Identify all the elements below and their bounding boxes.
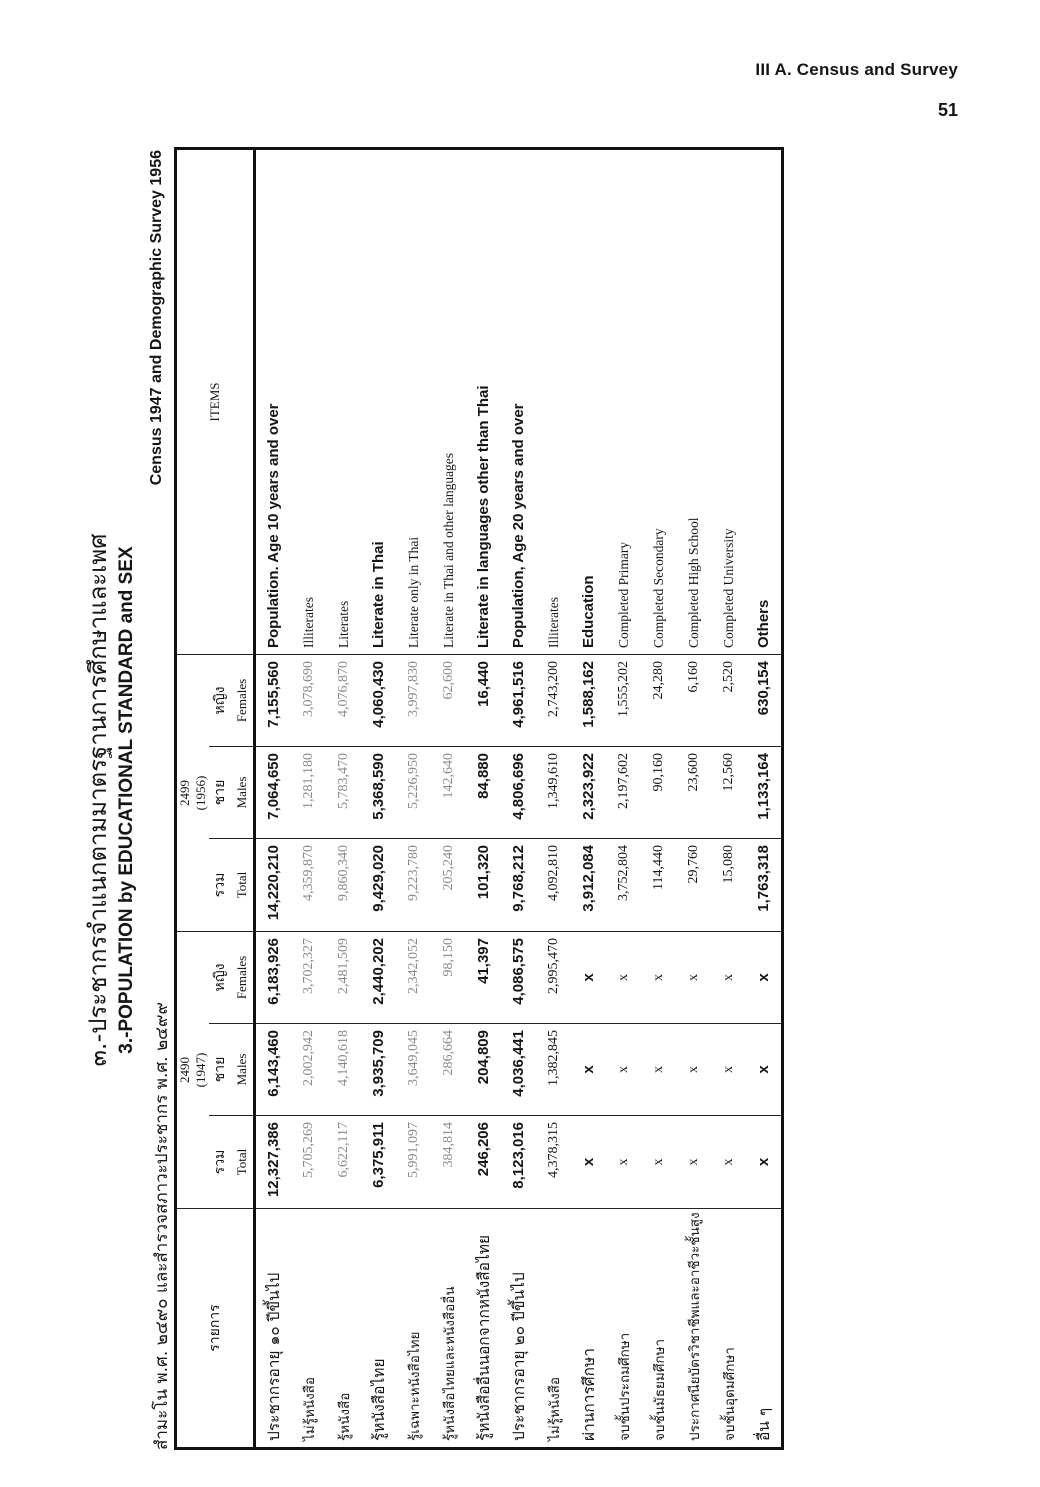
section-label: III A. Census and Survey	[755, 60, 958, 79]
cell-value: 1,133,164	[746, 747, 783, 839]
cell-value: 24,280	[641, 655, 676, 747]
cell-value: x	[676, 1024, 711, 1116]
header-total-en: Total	[231, 839, 255, 932]
cell-value: 204,809	[466, 1024, 501, 1116]
table-row	[711, 149, 746, 1449]
table-body	[255, 149, 783, 1449]
cell-value: 4,140,618	[326, 1024, 361, 1116]
cell-value: 2,002,942	[291, 1024, 326, 1116]
row-label-thai: รู้หนังสือไทย	[361, 1209, 396, 1449]
row-label-english: Literate only in Thai	[396, 149, 431, 655]
row-label-english: Literates	[326, 149, 361, 655]
header-males-en: Males	[231, 747, 255, 839]
cell-value: 2,481,509	[326, 932, 361, 1024]
page-number: 51	[937, 100, 958, 120]
cell-value: 1,588,162	[571, 655, 606, 747]
header-males-en: Males	[231, 1024, 255, 1116]
header-females-en: Females	[231, 932, 255, 1024]
cell-value: 205,240	[431, 839, 466, 932]
header-females-thai: หญิง	[209, 932, 231, 1024]
cell-value: x	[641, 932, 676, 1024]
cell-value: x	[641, 1024, 676, 1116]
row-label-thai: รู้หนังสือไทยและหนังสืออื่น	[431, 1209, 466, 1449]
row-label-thai: รู้หนังสืออื่นนอกจากหนังสือไทย	[466, 1209, 501, 1449]
cell-value: 6,183,926	[255, 932, 292, 1024]
header-items-thai: รายการ	[176, 1209, 255, 1449]
cell-value: 246,206	[466, 1116, 501, 1209]
cell-value: 6,160	[676, 655, 711, 747]
table-row	[466, 149, 501, 1449]
population-education-table	[174, 147, 784, 1450]
table-row	[326, 149, 361, 1449]
row-label-english: Literate in Thai	[361, 149, 396, 655]
header-year-1956: 2499 (1956)	[176, 655, 210, 932]
cell-value: 84,880	[466, 747, 501, 839]
cell-value: x	[711, 1116, 746, 1209]
cell-value: 630,154	[746, 655, 783, 747]
cell-value: 142,640	[431, 747, 466, 839]
header-males-thai: ชาย	[209, 747, 231, 839]
cell-value: 2,743,200	[536, 655, 571, 747]
cell-value: 3,078,690	[291, 655, 326, 747]
table-row	[746, 149, 783, 1449]
cell-value: x	[606, 1116, 641, 1209]
cell-value: 286,664	[431, 1024, 466, 1116]
header-total-en: Total	[231, 1116, 255, 1209]
cell-value: 5,783,470	[326, 747, 361, 839]
cell-value: 4,076,870	[326, 655, 361, 747]
row-label-thai: อื่น ๆ	[746, 1209, 783, 1449]
cell-value: 8,123,016	[501, 1116, 536, 1209]
row-label-thai: ไม่รู้หนังสือ	[291, 1209, 326, 1449]
cell-value: 2,520	[711, 655, 746, 747]
table-title-english: 3.-POPULATION by EDUCATIONAL STANDARD and SEX	[116, 546, 137, 1054]
cell-value: x	[711, 932, 746, 1024]
cell-value: 9,223,780	[396, 839, 431, 932]
cell-value: 4,036,441	[501, 1024, 536, 1116]
cell-value: 4,378,315	[536, 1116, 571, 1209]
cell-value: 1,382,845	[536, 1024, 571, 1116]
row-label-english: Education	[571, 149, 606, 655]
cell-value: x	[571, 932, 606, 1024]
cell-value: 6,622,117	[326, 1116, 361, 1209]
cell-value: 5,226,950	[396, 747, 431, 839]
row-label-english: Illiterates	[291, 149, 326, 655]
row-label-thai: จบชั้นมัธยมศึกษา	[641, 1209, 676, 1449]
cell-value: 2,197,602	[606, 747, 641, 839]
table-caption-thai: สำมะโน พ.ศ. ๒๔๙๐ และสำรวจสภาวะประชากร พ.ศ. ๒๔๙๙	[152, 1002, 172, 1450]
cell-value: x	[746, 1024, 783, 1116]
table-row	[536, 149, 571, 1449]
cell-value: 2,995,470	[536, 932, 571, 1024]
table-row	[501, 149, 536, 1449]
cell-value: 1,555,202	[606, 655, 641, 747]
row-label-thai: ผ่านการศึกษา	[571, 1209, 606, 1449]
table-title-thai: ๓.-ประชากรจำแนกตามมาตรฐานการศึกษาและเพศ	[84, 533, 112, 1067]
cell-value: 23,600	[676, 747, 711, 839]
cell-value: 4,359,870	[291, 839, 326, 932]
table-row	[571, 149, 606, 1449]
cell-value: x	[571, 1024, 606, 1116]
row-label-english: Illiterates	[536, 149, 571, 655]
row-label-thai: รู้หนังสือ	[326, 1209, 361, 1449]
row-label-english: Completed High School	[676, 149, 711, 655]
table-row	[361, 149, 396, 1449]
cell-value: 1,763,318	[746, 839, 783, 932]
cell-value: 3,702,327	[291, 932, 326, 1024]
cell-value: 384,814	[431, 1116, 466, 1209]
cell-value: x	[711, 1024, 746, 1116]
row-label-english: Population, Age 20 years and over	[501, 149, 536, 655]
row-label-thai: ประชากรอายุ ๑๐ ปีขึ้นไป	[255, 1209, 292, 1449]
cell-value: 12,560	[711, 747, 746, 839]
row-label-english: Completed Primary	[606, 149, 641, 655]
cell-value: x	[746, 932, 783, 1024]
cell-value: 90,160	[641, 747, 676, 839]
cell-value: 98,150	[431, 932, 466, 1024]
rotated-table-page	[70, 150, 870, 1450]
cell-value: 41,397	[466, 932, 501, 1024]
cell-value: 29,760	[676, 839, 711, 932]
cell-value: 12,327,386	[255, 1116, 292, 1209]
header-items-en: ITEMS	[176, 149, 255, 655]
row-label-thai: ไม่รู้หนังสือ	[536, 1209, 571, 1449]
row-label-thai: ประชากรอายุ ๒๐ ปีขึ้นไป	[501, 1209, 536, 1449]
cell-value: 4,092,810	[536, 839, 571, 932]
cell-value: 9,768,212	[501, 839, 536, 932]
cell-value: x	[606, 932, 641, 1024]
row-label-english: Others	[746, 149, 783, 655]
cell-value: 62,600	[431, 655, 466, 747]
cell-value: 15,080	[711, 839, 746, 932]
row-label-thai: ประกาศนียบัตรวิชาชีพและอาชีวะชั้นสูง	[676, 1209, 711, 1449]
cell-value: 7,155,560	[255, 655, 292, 747]
cell-value: x	[606, 1024, 641, 1116]
cell-value: 101,320	[466, 839, 501, 932]
row-label-english: Completed Secondary	[641, 149, 676, 655]
cell-value: x	[641, 1116, 676, 1209]
cell-value: 2,342,052	[396, 932, 431, 1024]
cell-value: 6,375,911	[361, 1116, 396, 1209]
row-label-english: Literate in languages other than Thai	[466, 149, 501, 655]
table-row	[676, 149, 711, 1449]
header-males-thai: ชาย	[209, 1024, 231, 1116]
table-row	[291, 149, 326, 1449]
table-row	[641, 149, 676, 1449]
cell-value: 3,935,709	[361, 1024, 396, 1116]
cell-value: 3,649,045	[396, 1024, 431, 1116]
cell-value: x	[676, 1116, 711, 1209]
cell-value: 1,281,180	[291, 747, 326, 839]
cell-value: 16,440	[466, 655, 501, 747]
table-row	[606, 149, 641, 1449]
cell-value: 6,143,460	[255, 1024, 292, 1116]
cell-value: x	[676, 932, 711, 1024]
header-year-1947: 2490 (1947)	[176, 932, 210, 1209]
cell-value: 14,220,210	[255, 839, 292, 932]
cell-value: 5,991,097	[396, 1116, 431, 1209]
cell-value: 2,323,922	[571, 747, 606, 839]
header-total-thai: รวม	[209, 1116, 231, 1209]
cell-value: x	[571, 1116, 606, 1209]
cell-value: 2,440,202	[361, 932, 396, 1024]
cell-value: 4,961,516	[501, 655, 536, 747]
cell-value: 3,752,804	[606, 839, 641, 932]
cell-value: 7,064,650	[255, 747, 292, 839]
cell-value: 4,806,696	[501, 747, 536, 839]
header-females-thai: หญิง	[209, 655, 231, 747]
cell-value: 9,860,340	[326, 839, 361, 932]
row-label-english: Completed University	[711, 149, 746, 655]
header-females-en: Females	[231, 655, 255, 747]
cell-value: 5,368,590	[361, 747, 396, 839]
header-total-thai: รวม	[209, 839, 231, 932]
cell-value: 3,912,084	[571, 839, 606, 932]
cell-value: 5,705,269	[291, 1116, 326, 1209]
row-label-english: Literate in Thai and other languages	[431, 149, 466, 655]
table-row	[431, 149, 466, 1449]
row-label-thai: รู้เฉพาะหนังสือไทย	[396, 1209, 431, 1449]
cell-value: 1,349,610	[536, 747, 571, 839]
row-label-english: Population. Age 10 years and over	[255, 149, 292, 655]
cell-value: 114,440	[641, 839, 676, 932]
row-label-thai: จบชั้นประถมศึกษา	[606, 1209, 641, 1449]
table-row	[396, 149, 431, 1449]
cell-value: 4,086,575	[501, 932, 536, 1024]
cell-value: 9,429,020	[361, 839, 396, 932]
table-row	[255, 149, 292, 1449]
cell-value: 3,997,830	[396, 655, 431, 747]
cell-value: x	[746, 1116, 783, 1209]
cell-value: 4,060,430	[361, 655, 396, 747]
row-label-thai: จบชั้นอุดมศึกษา	[711, 1209, 746, 1449]
table-caption-english: Census 1947 and Demographic Survey 1956	[148, 150, 165, 486]
